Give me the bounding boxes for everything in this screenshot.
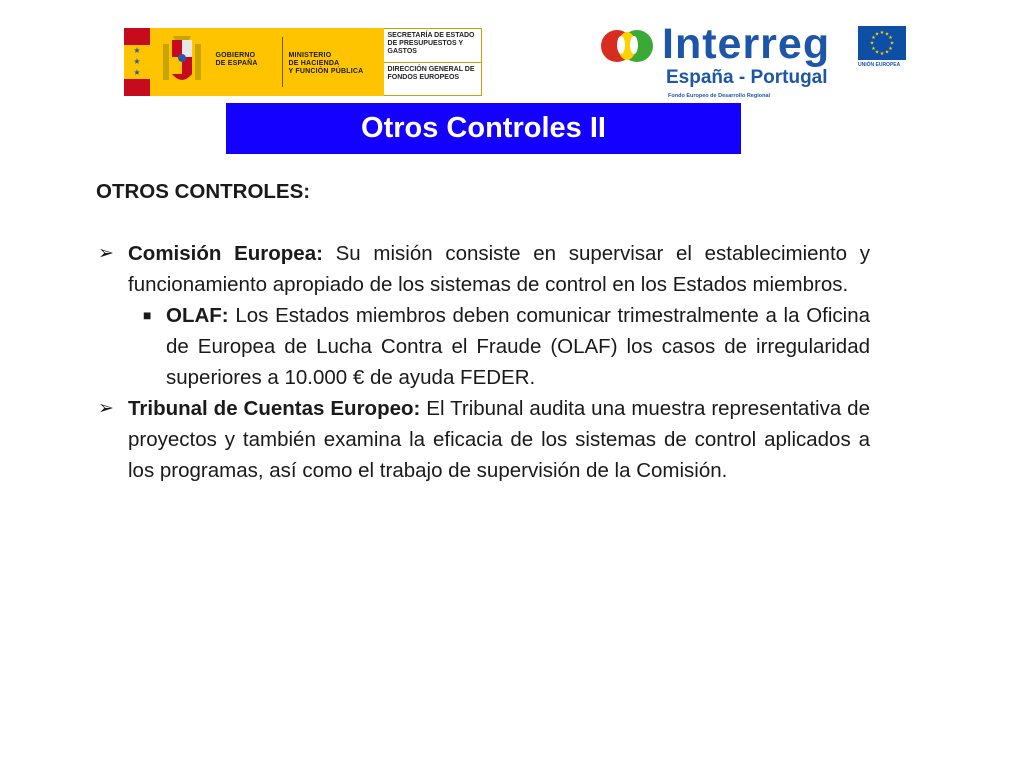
eu-flag-icon — [858, 26, 906, 60]
star-icon: ★ — [133, 68, 141, 78]
svg-text:★: ★ — [889, 40, 895, 47]
bullet-bold: Tribunal de Cuentas Europeo: — [128, 397, 421, 420]
interreg-wordmark: Interreg — [662, 20, 831, 68]
svg-text:★: ★ — [884, 31, 890, 38]
svg-text:★: ★ — [879, 51, 885, 57]
sub-bullet-bold: OLAF: — [166, 304, 229, 327]
eu-label: UNIÓN EUROPEA — [858, 62, 901, 68]
interreg-mark-icon — [600, 26, 654, 66]
arrow-bullet-icon: ➢ — [98, 398, 114, 419]
gov-name: GOBIERNO DE ESPAÑA — [215, 52, 258, 67]
svg-text:★: ★ — [888, 46, 893, 52]
interreg-subtitle: España - Portugal — [666, 67, 828, 88]
svg-text:★: ★ — [884, 49, 890, 56]
svg-text:★: ★ — [879, 30, 885, 36]
svg-text:★: ★ — [874, 31, 880, 38]
coat-of-arms-icon — [150, 28, 214, 96]
bullet-text: El Tribunal audita una muestra representativa de proyectos y también examina la eficacia de los sistemas de control aplicados a los programas, así como el trabajo de supervisión de la Comisión. — [128, 397, 870, 482]
direccion-label: DIRECCIÓN GENERAL DE FONDOS EUROPEOS — [387, 65, 475, 81]
svg-text:★: ★ — [888, 35, 893, 41]
sub-bullet-item — [96, 300, 870, 393]
svg-text:★: ★ — [871, 35, 876, 41]
gobierno-espana-logo — [124, 28, 482, 96]
svg-text:★: ★ — [869, 40, 875, 47]
spain-flag-strip — [124, 28, 150, 96]
bullet-item — [96, 238, 870, 300]
interreg-logo — [600, 22, 908, 102]
star-icon: ★ — [133, 45, 141, 55]
slide-title-bar — [226, 103, 741, 154]
arrow-bullet-icon: ➢ — [98, 243, 114, 264]
section-heading: OTROS CONTROLES: — [96, 180, 311, 203]
bullet-item — [96, 393, 870, 486]
secretaria-box — [384, 28, 482, 96]
slide-title: Otros Controles II — [361, 112, 606, 144]
bullet-text: Su misión consiste en supervisar el establecimiento y funcionamiento apropiado de los sistemas de control en los Estados miembros. — [128, 242, 870, 296]
sub-bullet-text: Los Estados miembros deben comunicar trimestralmente a la Oficina de Europea de Lucha Contra el Fraude (OLAF) los casos de irregularidad superiores a 10.000 € de ayuda FEDER. — [166, 304, 870, 389]
square-bullet-icon: ■ — [143, 307, 152, 323]
svg-text:★: ★ — [874, 49, 880, 56]
slide-content — [96, 176, 870, 486]
fund-label: Fondo Europeo de Desarrollo Regional — [668, 93, 771, 99]
secretaria-label: SECRETARÍA DE ESTADO DE PRESUPUESTOS Y GASTOS — [384, 29, 481, 63]
bullet-bold: Comisión Europea: — [128, 242, 323, 265]
ministry-name: MINISTERIO DE HACIENDA Y FUNCIÓN PÚBLICA — [282, 37, 384, 87]
star-icon: ★ — [133, 56, 141, 66]
svg-text:★: ★ — [871, 46, 876, 52]
